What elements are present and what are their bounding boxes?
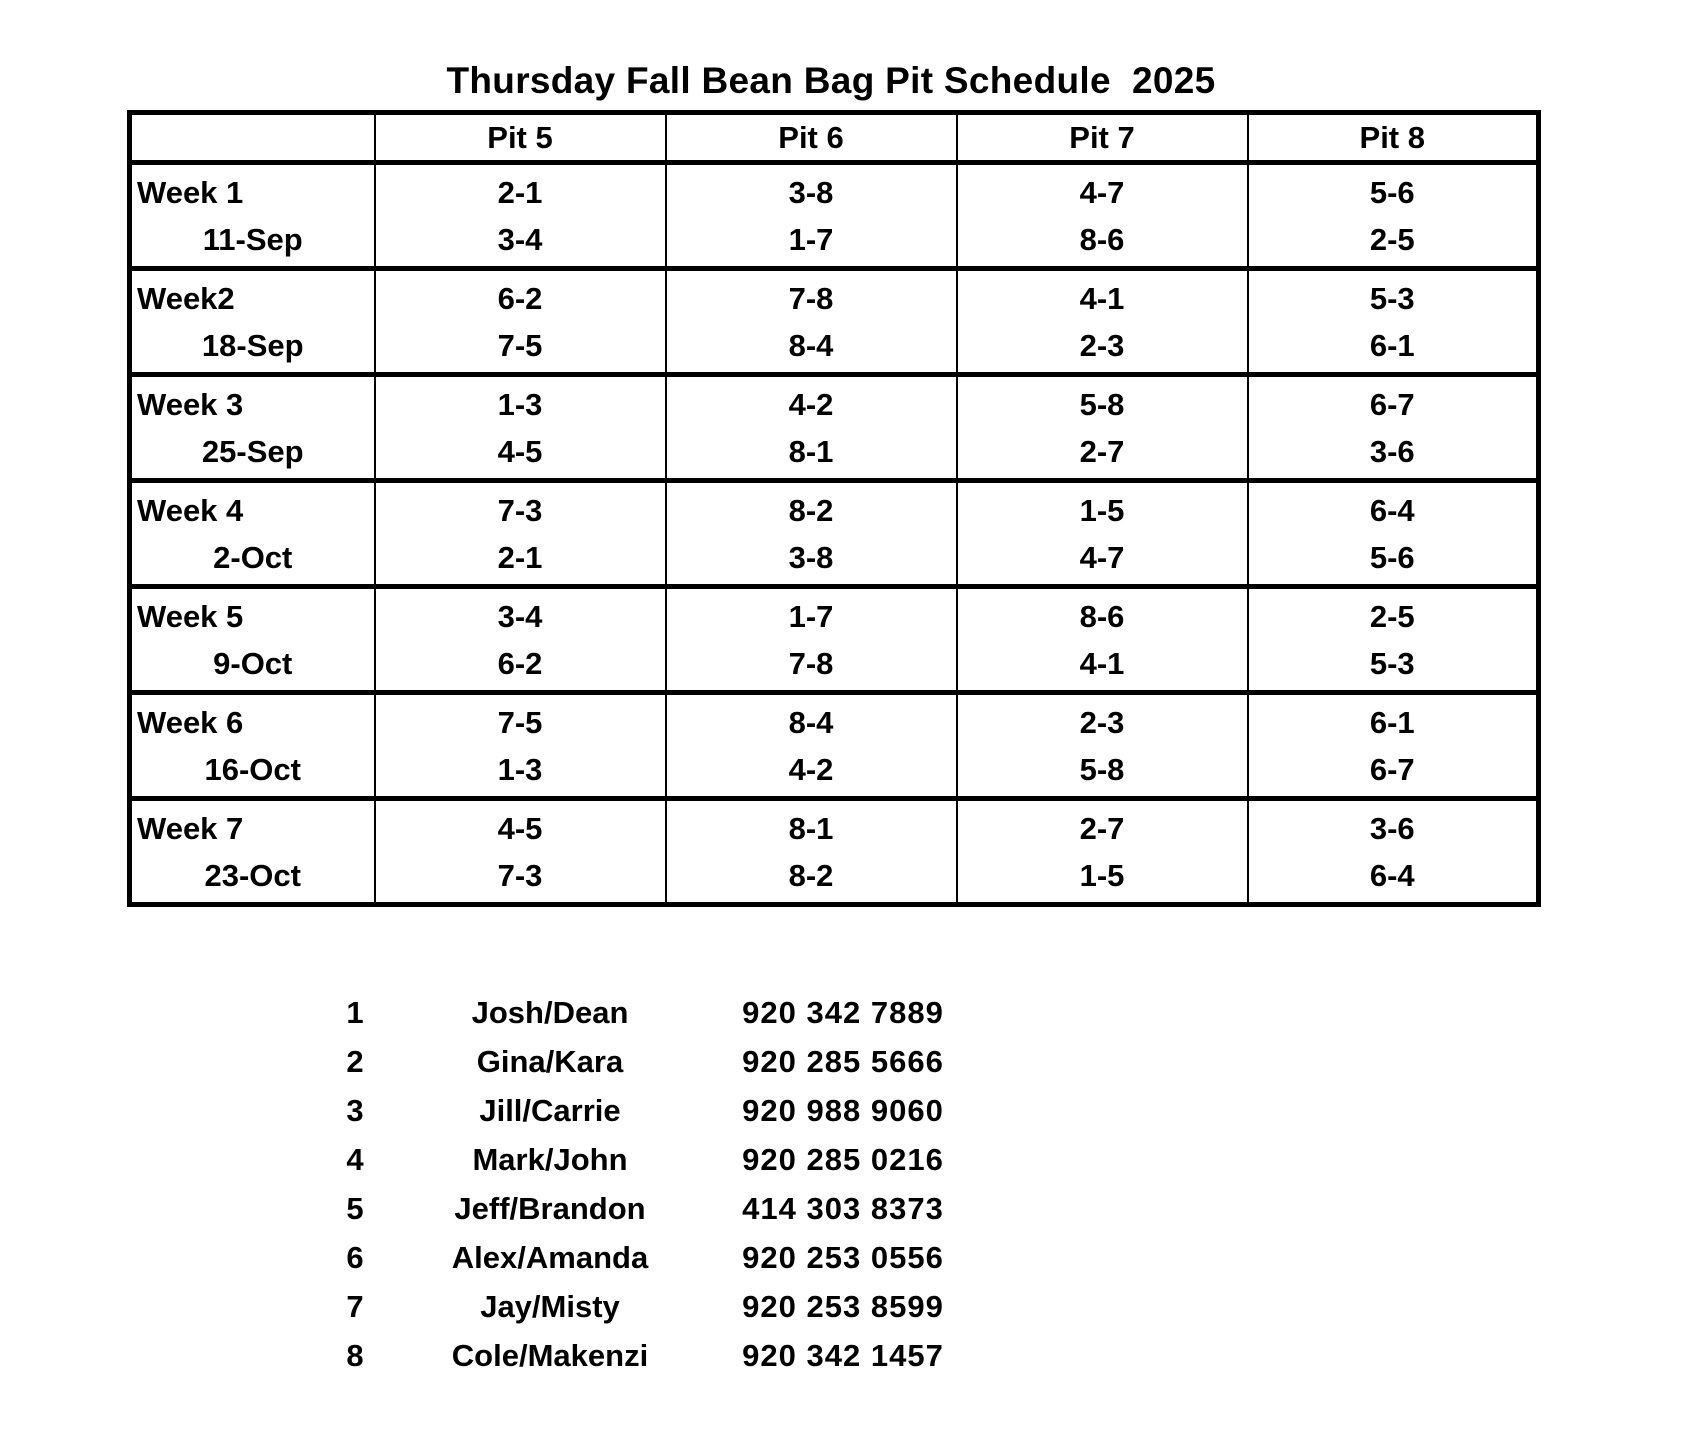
week-label: Week 4 (137, 493, 244, 528)
team-phone: 414 303 8373 (742, 1191, 944, 1226)
matchup-cell: 5-8 (957, 375, 1248, 430)
matchup-cell: 3-4 (375, 217, 666, 269)
matchup-cell: 7-3 (375, 481, 666, 536)
schedule-row (130, 693, 1539, 748)
matchup-cell: 4-1 (957, 641, 1248, 693)
matchup-cell: 6-2 (375, 269, 666, 324)
matchup-cell: 1-5 (957, 481, 1248, 536)
matchup-cell: 1-3 (375, 375, 666, 430)
matchup-cell: 6-2 (375, 641, 666, 693)
matchup-cell: 3-6 (1248, 429, 1539, 481)
matchup-cell: 5-6 (1248, 163, 1539, 218)
matchup-cell: 8-1 (666, 799, 957, 854)
matchup-cell: 5-8 (957, 747, 1248, 799)
matchup-cell: 2-7 (957, 799, 1248, 854)
team-name: Josh/Dean (471, 995, 629, 1030)
team-number: 3 (346, 1093, 364, 1128)
team-phone: 920 342 7889 (742, 995, 944, 1030)
matchup-cell: 2-5 (1248, 587, 1539, 642)
team-number: 7 (346, 1289, 364, 1324)
matchup-cell: 1-5 (957, 853, 1248, 905)
matchup-cell: 8-2 (666, 853, 957, 905)
week-label: Week 1 (137, 175, 244, 210)
matchup-cell: 2-3 (957, 693, 1248, 748)
pit-header: Pit 7 (957, 113, 1248, 163)
team-number: 4 (346, 1142, 364, 1177)
header-blank-cell (130, 113, 375, 163)
team-number: 6 (346, 1240, 364, 1275)
matchup-cell: 2-1 (375, 163, 666, 218)
matchup-cell: 4-5 (375, 429, 666, 481)
team-number: 8 (346, 1338, 364, 1373)
matchup-cell: 7-8 (666, 641, 957, 693)
team-name: Cole/Makenzi (451, 1338, 649, 1373)
schedule-row (130, 641, 1539, 693)
schedule-row (130, 375, 1539, 430)
week-date: 9-Oct (130, 641, 375, 693)
matchup-cell: 6-1 (1248, 693, 1539, 748)
matchup-cell: 1-3 (375, 747, 666, 799)
week-date: 16-Oct (130, 747, 375, 799)
matchup-cell: 8-6 (957, 587, 1248, 642)
week-label: Week 7 (137, 811, 244, 846)
matchup-cell: 4-1 (957, 269, 1248, 324)
schedule-row (130, 481, 1539, 536)
matchup-cell: 3-8 (666, 535, 957, 587)
matchup-cell: 5-3 (1248, 269, 1539, 324)
matchup-cell: 8-4 (666, 693, 957, 748)
pit-header: Pit 6 (666, 113, 957, 163)
team-number: 1 (346, 995, 364, 1030)
matchup-cell: 8-2 (666, 481, 957, 536)
schedule-row (130, 217, 1539, 269)
schedule-row (130, 853, 1539, 905)
matchup-cell: 3-8 (666, 163, 957, 218)
schedule-row (130, 747, 1539, 799)
matchup-cell: 5-6 (1248, 535, 1539, 587)
matchup-cell: 3-6 (1248, 799, 1539, 854)
matchup-cell: 4-7 (957, 163, 1248, 218)
team-number: 2 (346, 1044, 364, 1079)
matchup-cell: 5-3 (1248, 641, 1539, 693)
matchup-cell: 6-4 (1248, 481, 1539, 536)
team-name: Gina/Kara (476, 1044, 624, 1079)
team-name: Jill/Carrie (479, 1093, 621, 1128)
team-phone: 920 285 5666 (742, 1044, 944, 1079)
team-name: Alex/Amanda (451, 1240, 649, 1275)
team-name: Mark/John (472, 1142, 628, 1177)
matchup-cell: 3-4 (375, 587, 666, 642)
team-phone: 920 342 1457 (742, 1338, 944, 1373)
week-label: Week 5 (137, 599, 244, 634)
schedule-body (130, 163, 1539, 905)
team-phone: 920 285 0216 (742, 1142, 944, 1177)
page-title: Thursday Fall Bean Bag Pit Schedule 2025 (446, 60, 1216, 101)
team-phone: 920 253 8599 (742, 1289, 944, 1324)
schedule-row (130, 799, 1539, 854)
week-label: Week 6 (137, 705, 244, 740)
week-date: 11-Sep (130, 217, 375, 269)
schedule-row (130, 323, 1539, 375)
matchup-cell: 2-3 (957, 323, 1248, 375)
schedule-row (130, 269, 1539, 324)
matchup-cell: 6-1 (1248, 323, 1539, 375)
schedule-row (130, 535, 1539, 587)
matchup-cell: 2-5 (1248, 217, 1539, 269)
team-name: Jay/Misty (480, 1289, 620, 1324)
matchup-cell: 2-7 (957, 429, 1248, 481)
matchup-cell: 7-5 (375, 693, 666, 748)
matchup-cell: 1-7 (666, 217, 957, 269)
matchup-cell: 2-1 (375, 535, 666, 587)
team-phone: 920 253 0556 (742, 1240, 944, 1275)
matchup-cell: 4-5 (375, 799, 666, 854)
pit-header: Pit 8 (1248, 113, 1539, 163)
week-label: Week2 (137, 281, 235, 316)
week-date: 23-Oct (204, 857, 301, 893)
matchup-cell: 6-7 (1248, 375, 1539, 430)
week-date: 25-Sep (130, 429, 375, 481)
team-number: 5 (346, 1191, 364, 1226)
week-date: 2-Oct (130, 535, 375, 587)
matchup-cell: 7-5 (375, 323, 666, 375)
matchup-cell: 8-4 (666, 323, 957, 375)
matchup-cell: 6-7 (1248, 747, 1539, 799)
schedule-row (130, 429, 1539, 481)
week-date: 18-Sep (130, 323, 375, 375)
matchup-cell: 8-1 (666, 429, 957, 481)
matchup-cell: 4-2 (666, 375, 957, 430)
week-label: Week 3 (137, 387, 244, 422)
header-row (130, 113, 1539, 163)
matchup-cell: 8-6 (957, 217, 1248, 269)
matchup-cell: 6-4 (1248, 853, 1539, 905)
schedule-row (130, 163, 1539, 218)
matchup-cell: 7-8 (666, 269, 957, 324)
team-phone: 920 988 9060 (742, 1093, 944, 1128)
team-name: Jeff/Brandon (454, 1191, 646, 1226)
matchup-cell: 4-7 (957, 535, 1248, 587)
matchup-cell: 7-3 (375, 853, 666, 905)
schedule-row (130, 587, 1539, 642)
pit-header: Pit 5 (375, 113, 666, 163)
matchup-cell: 1-7 (666, 587, 957, 642)
schedule-table (127, 110, 1541, 907)
matchup-cell: 4-2 (666, 747, 957, 799)
